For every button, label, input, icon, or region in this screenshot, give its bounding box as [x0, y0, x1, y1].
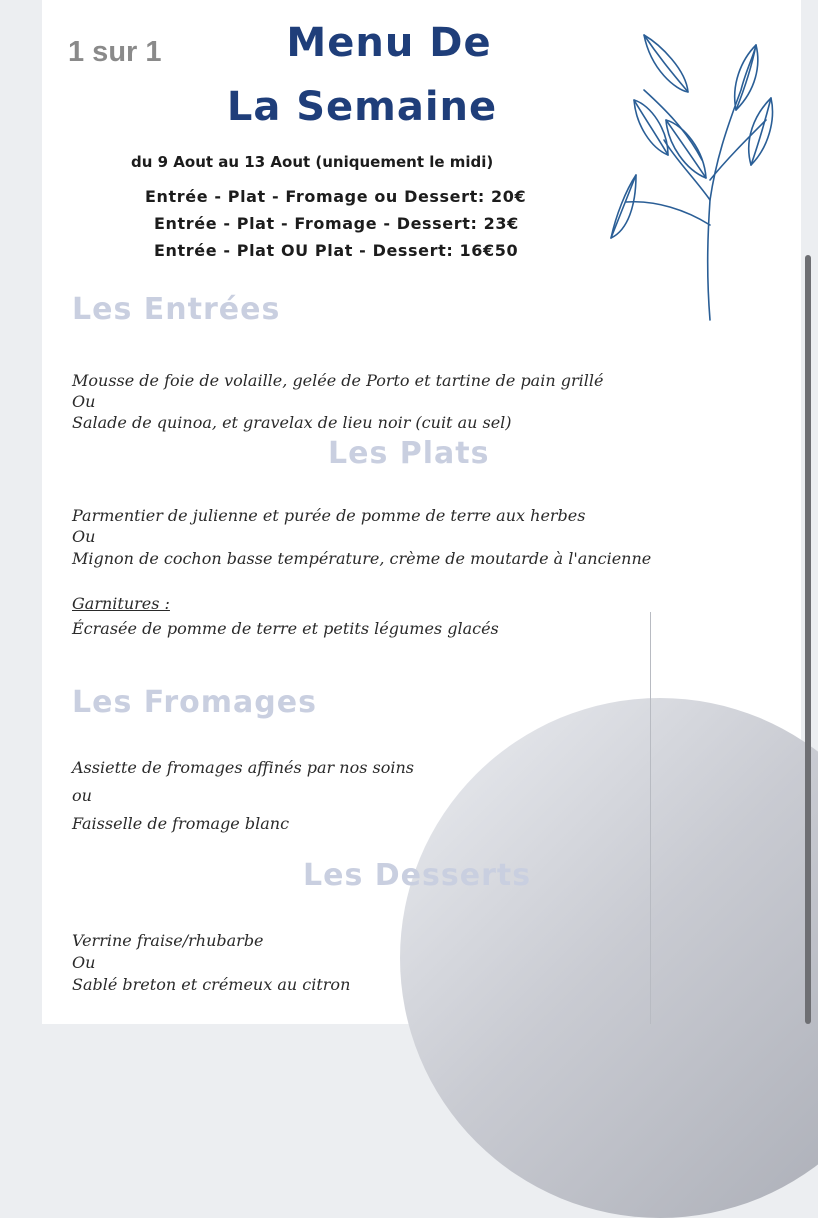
formula-price: Entrée - Plat OU Plat - Dessert: 16€50 [154, 241, 519, 260]
section-title-plats: Les Plats [328, 436, 490, 471]
formula-price: Entrée - Plat - Fromage ou Dessert: 20€ [145, 187, 527, 206]
menu-title-line1: Menu De [286, 20, 492, 66]
menu-item: Assiette de fromages affinés par nos soins [72, 758, 414, 777]
menu-title-line2: La Semaine [226, 84, 498, 130]
decorative-line [650, 612, 651, 1024]
page-indicator: 1 sur 1 [68, 36, 162, 68]
menu-item: Verrine fraise/rhubarbe [72, 931, 264, 950]
menu-item-separator: Ou [72, 392, 96, 411]
menu-item: Sablé breton et crémeux au citron [72, 975, 351, 994]
scrollbar[interactable] [805, 255, 811, 1024]
menu-item-separator: Ou [72, 527, 96, 546]
menu-item: Faisselle de fromage blanc [72, 814, 290, 833]
garnitures-text: Écrasée de pomme de terre et petits légumes glacés [72, 619, 499, 638]
garnitures-label: Garnitures : [72, 594, 170, 613]
menu-item: Salade de quinoa, et gravelax de lieu noir (cuit au sel) [72, 413, 512, 432]
menu-date-range: du 9 Aout au 13 Aout (uniquement le midi) [131, 153, 494, 171]
menu-item-separator: Ou [72, 953, 96, 972]
menu-item: Mousse de foie de volaille, gelée de Porto et tartine de pain grillé [72, 371, 604, 390]
section-title-fromages: Les Fromages [72, 685, 317, 720]
section-title-entrees: Les Entrées [72, 292, 281, 327]
menu-item-separator: ou [72, 786, 92, 805]
leaf-branch-icon [606, 30, 786, 330]
section-title-desserts: Les Desserts [303, 858, 532, 893]
menu-item: Mignon de cochon basse température, crème de moutarde à l'ancienne [72, 549, 652, 568]
formula-price: Entrée - Plat - Fromage - Dessert: 23€ [154, 214, 519, 233]
menu-item: Parmentier de julienne et purée de pomme de terre aux herbes [72, 506, 586, 525]
